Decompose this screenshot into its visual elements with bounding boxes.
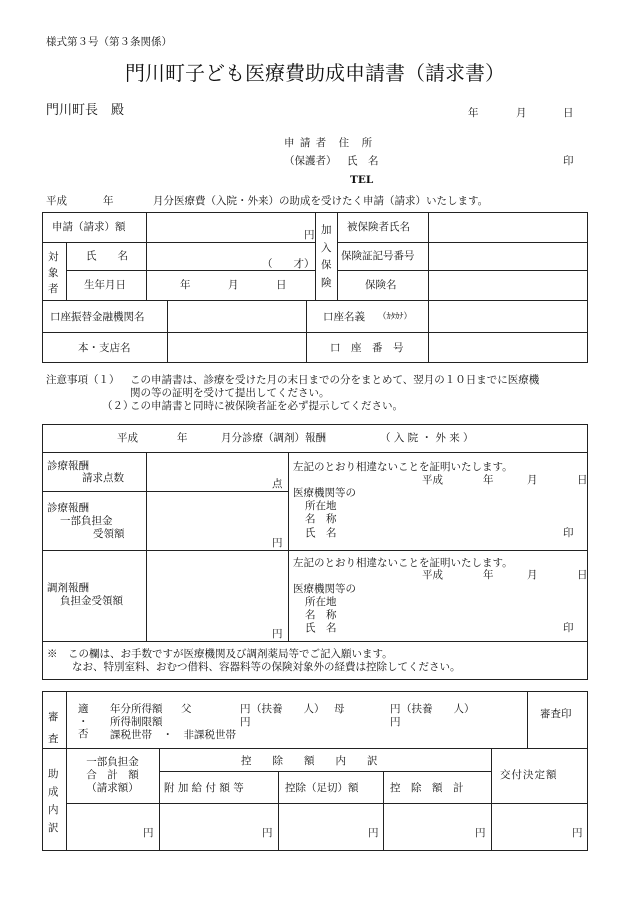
- cert2-nen: 年: [483, 569, 494, 581]
- guardian-label: （保護者）: [284, 155, 337, 167]
- cert2-name: 氏 名: [305, 622, 337, 634]
- grant-yen: 円: [572, 827, 583, 839]
- cert1-seal: 印: [563, 527, 574, 539]
- insured-name-label: 被保険者氏名: [347, 221, 410, 233]
- branch-label: 本・支店名: [78, 342, 131, 354]
- cert1-text: 左記のとおり相違ないことを証明いたします。: [293, 461, 513, 473]
- t2-heisei: 平成: [117, 432, 138, 444]
- insurance-no-field[interactable]: [429, 243, 587, 270]
- deduct-cut-field[interactable]: [279, 804, 382, 850]
- date-month: 月: [516, 107, 527, 119]
- add-pay-yen: 円: [262, 827, 273, 839]
- child-age: （ 才）: [262, 258, 315, 270]
- fee1-field[interactable]: [147, 453, 287, 490]
- insurance-no-label: 保険証記号番号: [341, 250, 415, 262]
- applicant-name-label: 氏 名: [347, 155, 379, 167]
- claim-amount-field[interactable]: [147, 213, 314, 242]
- note-1a: この申請書は、診療を受けた月の末日までの分をまとめて、翌月の１０日までに医療機: [130, 374, 540, 386]
- limit-yen-1: 円: [240, 716, 251, 728]
- branch-field[interactable]: [168, 333, 305, 362]
- cert1-heisei: 平成: [422, 474, 443, 486]
- limit-yen-2: 円: [390, 716, 401, 728]
- deduct-cut-label: 控除（足切）額: [285, 782, 359, 794]
- fee2-label-b: 一部負担金: [60, 515, 113, 527]
- add-pay-field[interactable]: [160, 804, 277, 850]
- cert2-inst: 医療機関等の: [293, 583, 356, 595]
- limit-label: 所得制限額: [110, 716, 163, 728]
- account-name-field[interactable]: [429, 301, 587, 332]
- fee2-yen: 円: [272, 537, 283, 549]
- mother-yen: 円: [390, 703, 401, 715]
- father-fuyo: （扶養 人）: [251, 703, 325, 715]
- account-no-label: 口 座 番 号: [330, 342, 404, 354]
- note-head: 注意事項（１）: [46, 374, 120, 386]
- tel-label: TEL: [350, 174, 374, 186]
- fee3-label-a: 調剤報酬: [47, 582, 89, 594]
- insured-name-field[interactable]: [429, 213, 587, 242]
- subject-label: 対 象 者: [48, 251, 59, 295]
- fee1-ten: 点: [272, 478, 283, 490]
- t2-nen: 年: [177, 432, 188, 444]
- father-label: 父: [181, 703, 192, 715]
- partial-yen: 円: [143, 827, 154, 839]
- insurance-name-label: 保険名: [365, 279, 397, 291]
- bank-field[interactable]: [168, 301, 305, 332]
- cert2-gatsu: 月: [527, 569, 538, 581]
- stamp-label: 審査印: [540, 708, 572, 720]
- cert1-loc: 所在地: [305, 500, 337, 512]
- fee2-field[interactable]: [147, 492, 287, 549]
- addressee: 門川町長 殿: [46, 103, 125, 118]
- shinsa-label: 審 査: [48, 711, 59, 745]
- intro-nen: 年: [103, 195, 114, 207]
- t2-title: 月分診療（調剤）報酬: [221, 432, 326, 444]
- cert2-text: 左記のとおり相違ないことを証明いたします。: [293, 557, 513, 569]
- cert2-nichi: 日: [577, 569, 588, 581]
- note-2-no: （２）: [102, 400, 134, 412]
- t2-visit: （ 入 院 ・ 外 来 ）: [380, 432, 474, 444]
- claim-yen: 円: [304, 229, 315, 241]
- grant-label: 交付決定額: [500, 769, 558, 781]
- birth-day: 日: [276, 279, 287, 291]
- josei-label: 助 成 内 訳: [48, 768, 59, 834]
- mother-label: 母: [334, 703, 345, 715]
- fee1-label-a: 診療報酬: [47, 460, 89, 472]
- bank-label: 口座振替金融機関名: [50, 311, 145, 323]
- intro-heisei: 平成: [46, 195, 67, 207]
- birth-year: 年: [180, 279, 191, 291]
- birth-label: 生年月日: [84, 279, 126, 291]
- add-pay-label: 附 加 給 付 額 等: [164, 782, 244, 794]
- date-day: 日: [563, 107, 574, 119]
- account-no-field[interactable]: [429, 333, 587, 362]
- mother-fuyo: （扶養 人）: [401, 703, 475, 715]
- claim-amount-label: 申請（請求）額: [52, 221, 126, 233]
- account-name-label: 口座名義: [323, 311, 365, 323]
- cert1-title: 名 称: [305, 513, 337, 525]
- fee1-label-b: 請求点数: [82, 472, 124, 484]
- cert2-seal: 印: [563, 622, 574, 634]
- cert1-inst: 医療機関等の: [293, 487, 356, 499]
- child-name-label: 氏 名: [86, 250, 128, 262]
- income-label: 年分所得額: [110, 703, 163, 715]
- kana-note: （ｶﾀｶﾅ）: [378, 312, 413, 322]
- birth-month: 月: [228, 279, 239, 291]
- cert2-loc: 所在地: [305, 596, 337, 608]
- intro-text: 月分医療費（入院・外来）の助成を受けたく申請（請求）いたします。: [153, 195, 489, 207]
- fee3-label-b: 負担金受領額: [60, 595, 123, 607]
- t2-note-2: なお、特別室料、おむつ借料、容器料等の保険対象外の経費は控除してください。: [72, 661, 461, 673]
- cert1-gatsu: 月: [527, 474, 538, 486]
- t2-note-1: ※ この欄は、お手数ですが医療機関及び調剤薬局等でご記入願います。: [47, 648, 393, 660]
- page-title: 門川町子ども医療費助成申請書（請求書）: [125, 61, 505, 85]
- form-number: 様式第３号（第３条関係）: [46, 36, 172, 48]
- note-1b: 関の等の証明を受けて提出してください。: [130, 387, 330, 399]
- partial-label: 一部負担金 合 計 額 （請求額）: [86, 756, 139, 794]
- note-2: この申請書と同時に被保険者証を必ず提示してください。: [130, 400, 403, 412]
- tekihi-label: 適 ・ 否: [78, 703, 89, 740]
- date-year: 年: [468, 107, 479, 119]
- father-yen: 円: [240, 703, 251, 715]
- cert1-name: 氏 名: [305, 527, 337, 539]
- fee3-yen: 円: [272, 628, 283, 640]
- deduct-cut-yen: 円: [368, 827, 379, 839]
- deduct-total-yen: 円: [475, 827, 486, 839]
- fee3-field[interactable]: [147, 551, 287, 640]
- deduct-header: 控 除 額 内 訳: [241, 755, 378, 767]
- deduct-total-label: 控 除 額 計: [390, 782, 464, 794]
- cert2-heisei: 平成: [422, 569, 443, 581]
- fee2-label-a: 診療報酬: [47, 502, 89, 514]
- cert1-nichi: 日: [577, 474, 588, 486]
- cert1-nen: 年: [483, 474, 494, 486]
- applicant-seal: 印: [563, 155, 574, 167]
- tax-label: 課税世帯 ・ 非課税世帯: [110, 729, 236, 741]
- applicant-address-label: 申 請 者 住 所: [284, 137, 374, 149]
- fee2-label-c: 受領額: [93, 528, 125, 540]
- insurance-name-field[interactable]: [429, 271, 587, 300]
- cert2-title: 名 称: [305, 609, 337, 621]
- insurance-label: 加 入 保 険: [321, 224, 332, 289]
